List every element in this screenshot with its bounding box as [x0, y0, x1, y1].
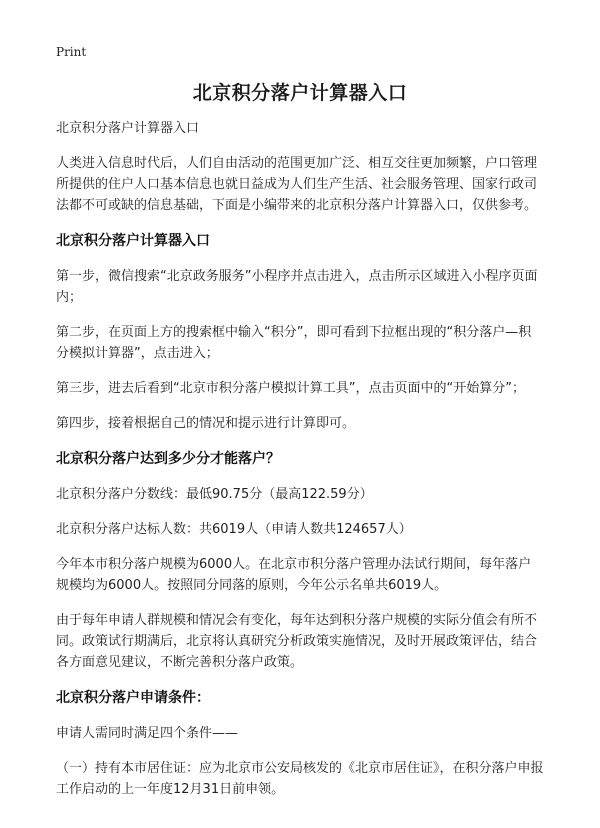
qualified-count-paragraph: 北京积分落户达标人数：共6019人（申请人数共124657人） [56, 522, 412, 537]
section-heading-score: 北京积分落户达到多少分才能落户？ [56, 451, 280, 467]
document-title: 北京积分落户计算器入口 [192, 82, 408, 104]
score-line-paragraph: 北京积分落户分数线：最低90.75分（最高122.59分） [56, 487, 373, 502]
step-1-paragraph: 第一步，微信搜索“北京政务服务”小程序并点击进入，点击所示区域进入小程序页面内； [56, 269, 538, 305]
section-heading-conditions: 北京积分落户申请条件： [56, 690, 210, 706]
conditions-intro-paragraph: 申请人需同时满足四个条件—— [56, 726, 239, 741]
intro-subtitle: 北京积分落户计算器入口 [56, 121, 200, 136]
article-body [56, 118, 544, 814]
intro-paragraph: 人类进入信息时代后，人们自由活动的范围更加广泛、相互交往更加频繁，户口管理所提供的住户人口基本信息也就日益成为人们生产生活、社会服务管理、国家行政司法都不可或缺的信息基础，下面是小编带来的北京积分落户计算器入口，仅供参考。 [56, 156, 538, 213]
condition-1-paragraph: （一）持有本市居住证：应为北京市公安局核发的《北京市居住证》，在积分落户申报工作启动的上一年度12月31日前申领。 [56, 761, 544, 797]
step-3-paragraph: 第三步，进去后看到“北京市积分落户模拟计算工具”，点击页面中的“开始算分”； [56, 381, 525, 396]
policy-paragraph: 由于每年申请人群规模和情况会有变化，每年达到积分落户规模的实际分值会有所不同。政策试行期满后，北京将认真研究分析政策实施情况，及时开展政策评估，结合各方面意见建议，不断完善积分落户政策。 [56, 613, 538, 670]
section-heading-entrance: 北京积分落户计算器入口 [56, 233, 210, 249]
step-4-paragraph: 第四步，接着根据自己的情况和提示进行计算即可。 [56, 416, 356, 431]
print-label: Print [56, 45, 87, 59]
step-2-paragraph: 第二步，在页面上方的搜索框中输入“积分”，即可看到下拉框出现的“积分落户—积分模拟计算器”，点击进入； [56, 325, 532, 361]
scale-paragraph: 今年本市积分落户规模为6000人。在北京市积分落户管理办法试行期间，每年落户规模均为6000人。按照同分同落的原则，今年公示名单共6019人。 [56, 557, 532, 593]
